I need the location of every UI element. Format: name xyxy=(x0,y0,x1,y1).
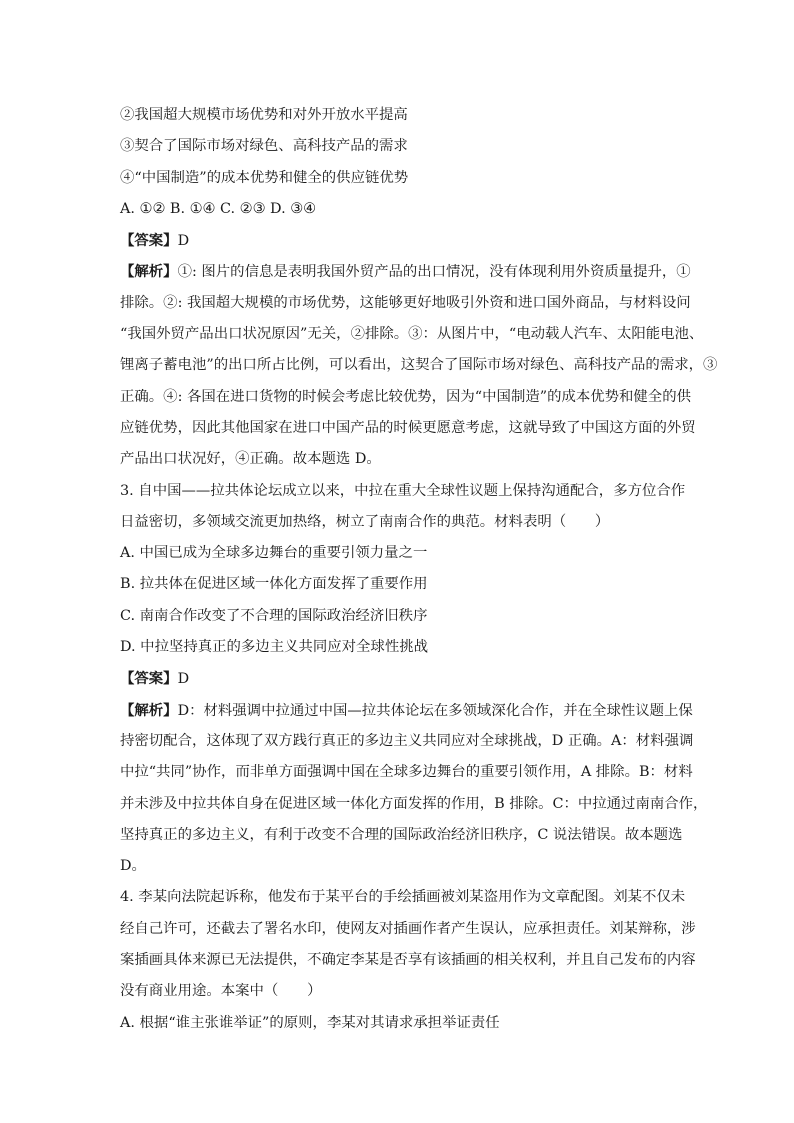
q2-option-4: ④“中国制造”的成本优势和健全的供应链优势 xyxy=(120,169,409,186)
q4-stem-line: 案插画具体来源已无法提供，不确定李某是否享有该插画的相关权利，并且自己发布的内容 xyxy=(120,952,696,969)
q4-stem-line: 4. 李某向法院起诉称，他发布于某平台的手绘插画被刘某盗用作为文章配图。刘某不仅未 xyxy=(120,889,686,906)
q3-answer xyxy=(120,663,676,694)
q2-analysis-line: “我国外贸产品出口状况原因”无关，②排除。③：从图片中，“电动载人汽车、太阳能电池、 xyxy=(120,326,704,343)
q3-analysis-line xyxy=(120,695,693,726)
q3-option-c: C. 南南合作改变了不合理的国际政治经济旧秩序 xyxy=(120,607,428,624)
q2-option-3: ③契合了国际市场对绿色、高科技产品的需求 xyxy=(120,138,408,155)
q2-analysis-line: 正确。④: 各国在进口货物的时候会考虑比较优势，因为“中国制造”的成本优势和健全的供 xyxy=(120,388,691,405)
q2-analysis-line: 应链优势，因此其他国家在进口中国产品的时候更愿意考虑，这就导致了中国这方面的外贸 xyxy=(120,419,696,436)
q2-analysis-line: 排除。②: 我国超大规模的市场优势，这能够更好地吸引外资和进口国外商品，与材料设问 xyxy=(120,294,691,311)
analysis-label: 【解析】 xyxy=(120,263,178,281)
analysis-text: ①: 图片的信息是表明我国外贸产品的出口情况，没有体现利用外资质量提升，① xyxy=(177,264,691,281)
q2-analysis-line xyxy=(120,256,691,287)
q3-analysis-line: 中拉“共同”协作，而非单方面强调中国在全球多边舞台的重要引领作用，A 排除。B：材料 xyxy=(120,764,693,781)
q3-analysis-line: 持密切配合，这体现了双方践行真正的多边主义共同应对全球挑战，D 正确。A：材料强调 xyxy=(120,732,694,749)
q4-option-a: A. 根据“谁主张谁举证”的原则，李某对其请求承担举证责任 xyxy=(120,1014,500,1031)
q4-stem-line: 经自己许可，还截去了署名水印，使网友对插画作者产生误认，应承担责任。刘某辩称，涉 xyxy=(120,920,696,937)
q3-option-a: A. 中国已成为全球多边舞台的重要引领力量之一 xyxy=(120,545,428,562)
analysis-text: D：材料强调中拉通过中国—拉共体论坛在多领域深化合作，并在全球性议题上保 xyxy=(177,702,693,719)
page-content xyxy=(120,100,718,1039)
q4-stem-line: 没有商业用途。本案中（ ） xyxy=(120,983,322,1000)
q2-option-2: ②我国超大规模市场优势和对外开放水平提高 xyxy=(120,107,408,123)
q2-analysis-line: 锂离子蓄电池”的出口所占比例，可以看出，这契合了国际市场对绿色、高科技产品的需求，③ xyxy=(120,357,718,374)
q2-answer xyxy=(120,225,676,256)
q3-stem-line: 日益密切，多领域交流更加热络，树立了南南合作的典范。材料表明（ ） xyxy=(120,513,610,530)
q3-analysis-line: 并未涉及中拉共体自身在促进区域一体化方面发挥的作用，B 排除。C：中拉通过南南合作， xyxy=(120,795,708,812)
q3-option-b: B. 拉共体在促进区域一体化方面发挥了重要作用 xyxy=(120,576,428,593)
answer-label: 【答案】 xyxy=(120,670,178,688)
answer-value: D xyxy=(177,233,190,250)
q3-analysis-line: D。 xyxy=(120,858,146,875)
q2-analysis-line: 产品出口状况好，④正确。故本题选 D。 xyxy=(120,451,381,468)
analysis-label: 【解析】 xyxy=(120,701,178,719)
q3-analysis-line: 坚持真正的多边主义，有利于改变不合理的国际政治经济旧秩序，C 说法错误。故本题选 xyxy=(120,826,683,843)
answer-label: 【答案】 xyxy=(120,232,178,250)
q2-choices: A. ①② B. ①④ C. ②③ D. ③④ xyxy=(120,200,317,217)
q3-stem-line: 3. 自中国——拉共体论坛成立以来，中拉在重大全球性议题上保持沟通配合，多方位合作 xyxy=(120,482,686,499)
answer-value: D xyxy=(177,671,190,688)
q3-option-d: D. 中拉坚持真正的多边主义共同应对全球性挑战 xyxy=(120,639,428,656)
